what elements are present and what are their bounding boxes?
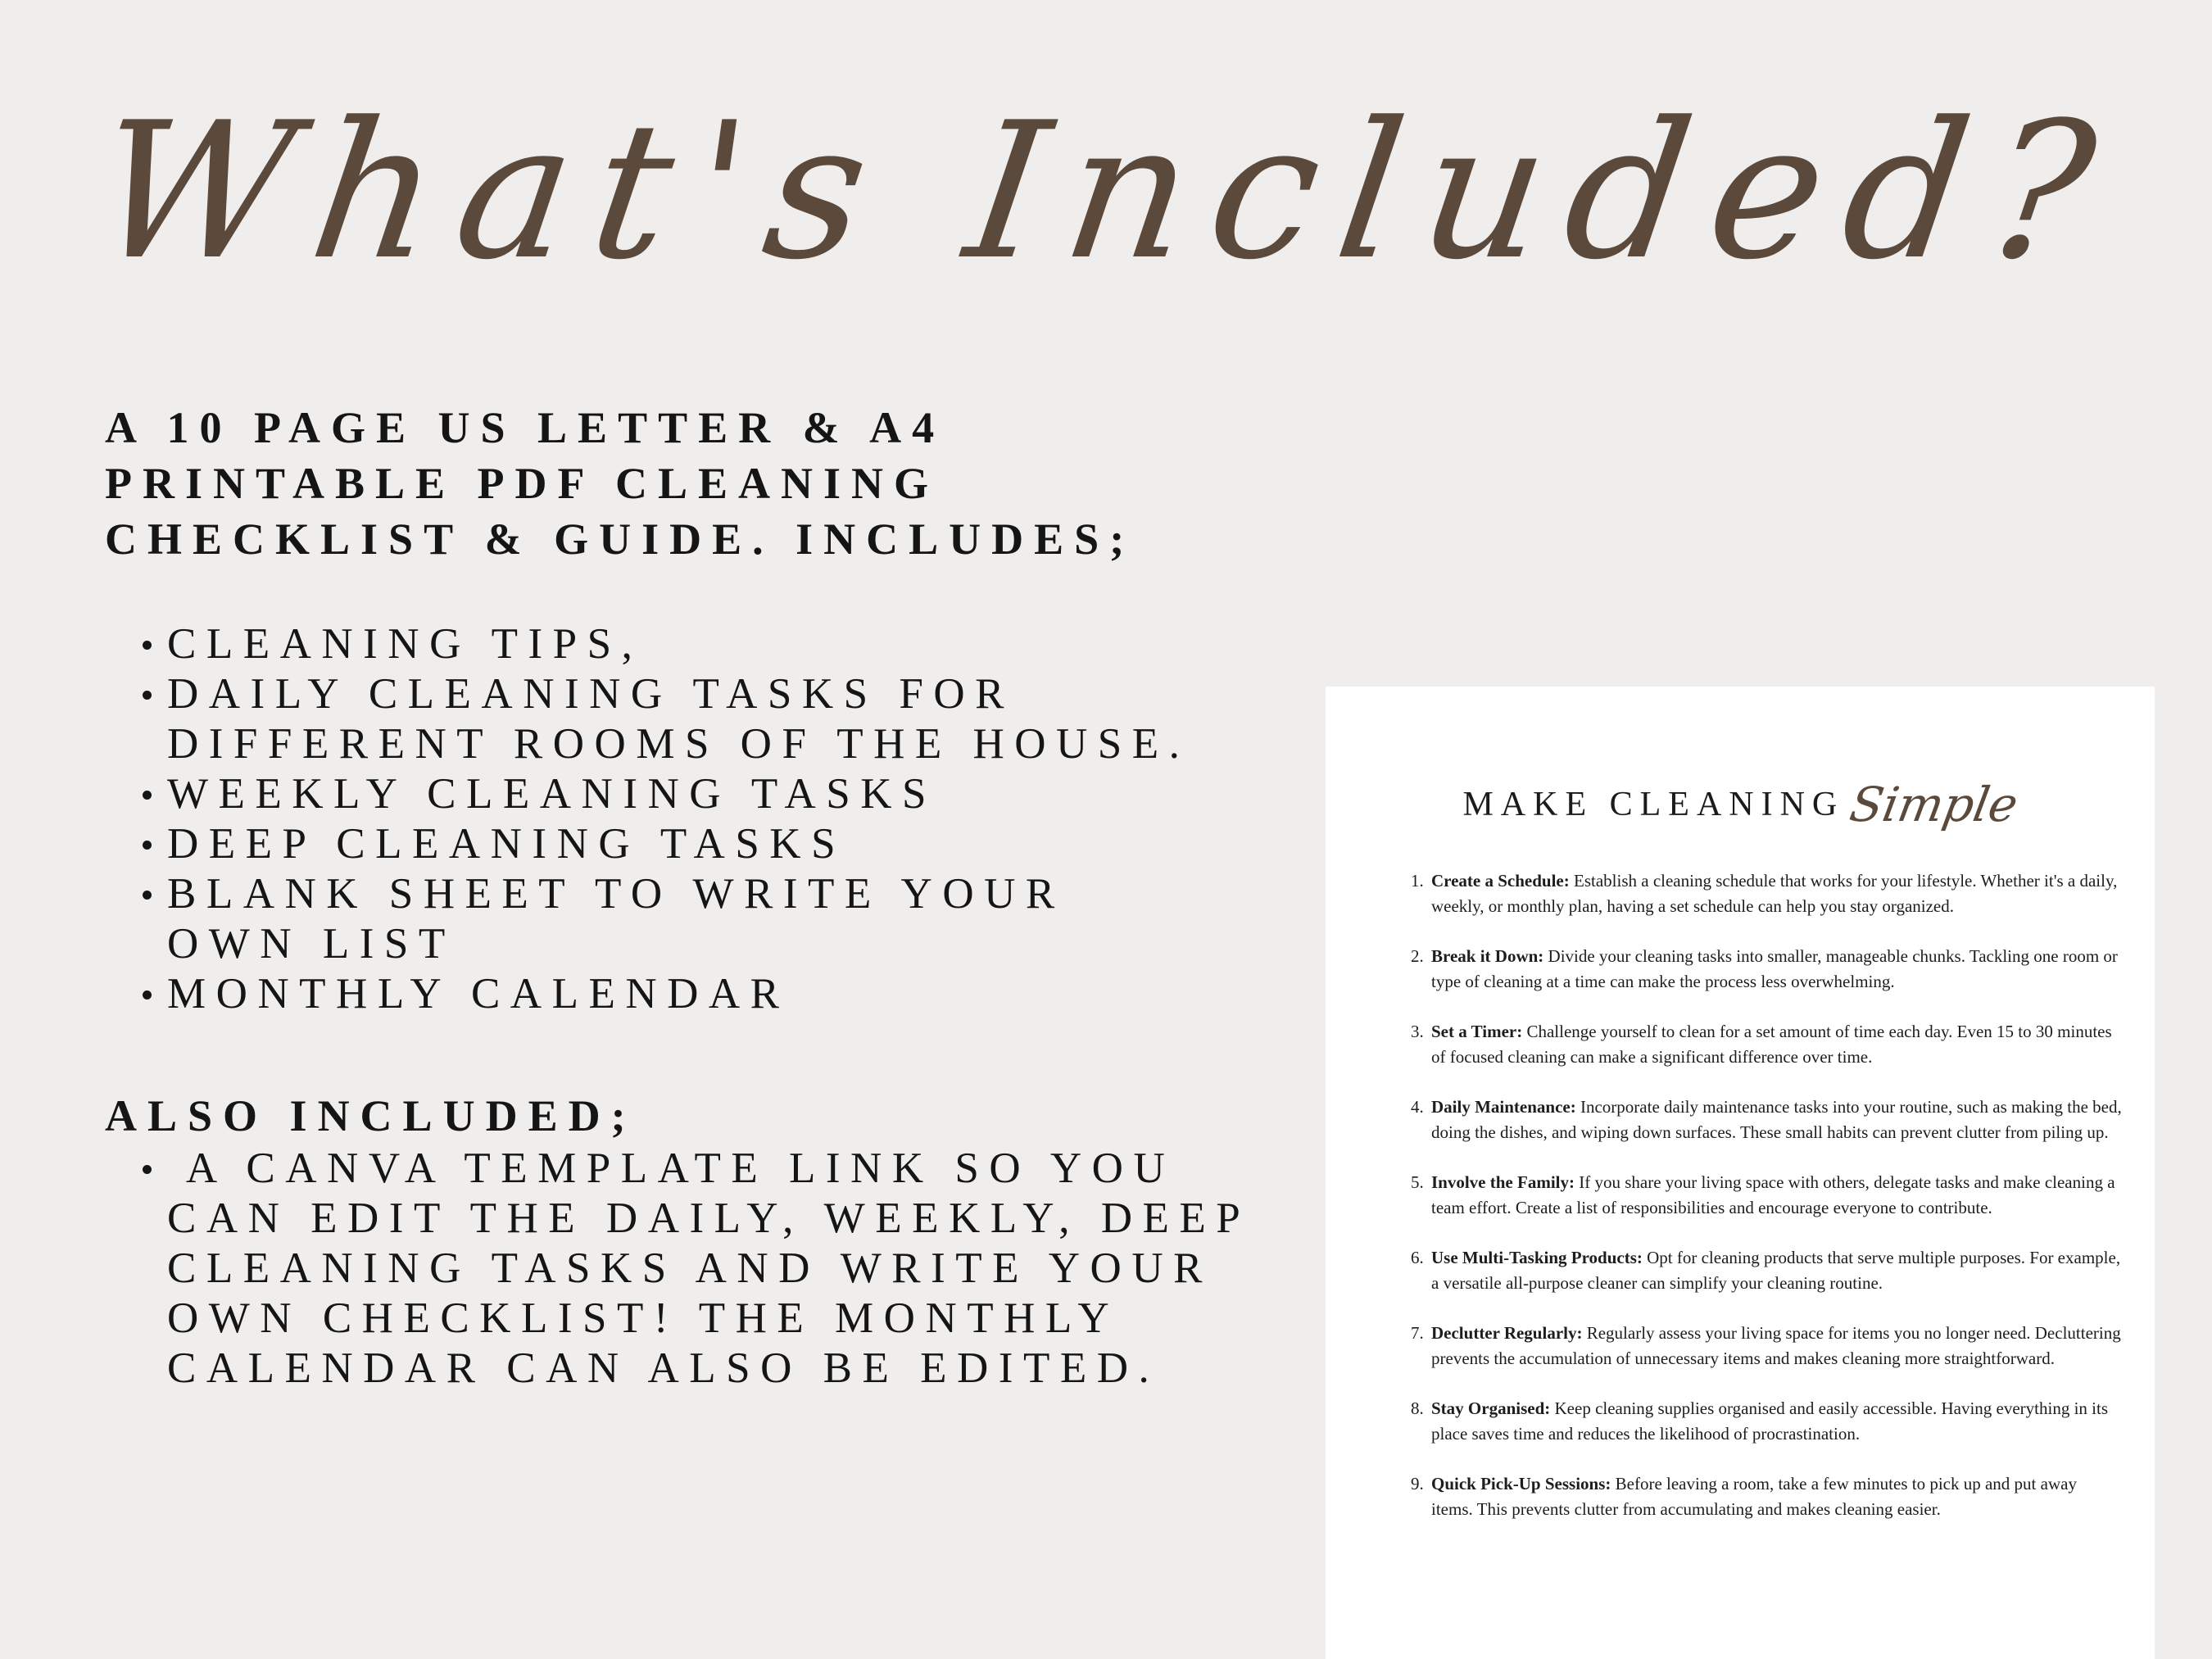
tip-title: Daily Maintenance:: [1431, 1097, 1576, 1117]
list-item-line: CLEANING TIPS,: [167, 620, 643, 668]
tip-title: Involve the Family:: [1431, 1172, 1575, 1192]
intro-line: PRINTABLE PDF CLEANING: [105, 459, 940, 508]
tip-title: Quick Pick-Up Sessions:: [1431, 1474, 1611, 1494]
list-item-line: DIFFERENT ROOMS OF THE HOUSE.: [167, 720, 1190, 768]
tip-item: [1326, 1396, 2155, 1447]
intro-heading: [105, 400, 1293, 567]
list-item-line: A CANVA TEMPLATE LINK SO YOU: [167, 1145, 1176, 1192]
list-item-line: BLANK SHEET TO WRITE YOUR: [167, 870, 1065, 918]
list-item: [123, 619, 1311, 669]
tip-item: [1326, 1170, 2155, 1221]
tip-item: [1326, 868, 2155, 919]
tip-body: Establish a cleaning schedule that works for your lifestyle. Whether it's a daily, weekly, or monthly plan, having a set schedule can help you stay organized.: [1431, 871, 2118, 916]
tip-title: Break it Down:: [1431, 946, 1544, 966]
list-item-line: CLEANING TASKS AND WRITE YOUR: [167, 1244, 1213, 1292]
tips-list: [1326, 868, 2155, 1547]
intro-line: CHECKLIST & GUIDE. INCLUDES;: [105, 514, 1135, 564]
tip-body: If you share your living space with others, delegate tasks and make cleaning a team effort. Create a list of responsibilities and encourage everyone to contribute.: [1431, 1172, 2115, 1217]
intro-line: A 10 PAGE US LETTER & A4: [105, 403, 945, 452]
tip-body: Incorporate daily maintenance tasks into your routine, such as making the bed, doing the dishes, and wiping down surfaces. These small habits can prevent clutter from piling up.: [1431, 1097, 2122, 1142]
tip-title: Declutter Regularly:: [1431, 1323, 1583, 1343]
list-item: [123, 969, 1311, 1019]
list-item: [123, 819, 1311, 869]
tip-title: Set a Timer:: [1431, 1022, 1523, 1041]
tip-number: 8.: [1411, 1398, 1424, 1418]
tip-body: Opt for cleaning products that serve multiple purposes. For example, a versatile all-purpose cleaner can simplify your cleaning routine.: [1431, 1248, 2121, 1293]
tip-number: 2.: [1411, 946, 1424, 966]
tip-body: Divide your cleaning tasks into smaller, manageable chunks. Tackling one room or type of cleaning at a time can make the process less overwhelming.: [1431, 946, 2118, 991]
tip-number: 9.: [1411, 1474, 1424, 1494]
list-item: [123, 769, 1311, 819]
list-item-line: OWN CHECKLIST! THE MONTHLY: [167, 1294, 1120, 1342]
tip-item: [1326, 1321, 2155, 1371]
also-included-heading: ALSO INCLUDED;: [105, 1091, 637, 1140]
tip-body: Challenge yourself to clean for a set amount of time each day. Even 15 to 30 minutes of focused cleaning can make a significant difference over time.: [1431, 1022, 2112, 1067]
list-item: [123, 869, 1311, 969]
tip-number: 1.: [1411, 871, 1424, 891]
tip-number: 7.: [1411, 1323, 1424, 1343]
tip-title: Use Multi-Tasking Products:: [1431, 1248, 1643, 1267]
tip-item: [1326, 944, 2155, 995]
tip-item: [1326, 1471, 2155, 1522]
tip-number: 3.: [1411, 1022, 1424, 1041]
preview-heading-caps: MAKE CLEANING: [1462, 786, 1845, 823]
list-item-line: WEEKLY CLEANING TASKS: [167, 770, 936, 818]
list-item-line: DEEP CLEANING TASKS: [167, 820, 846, 868]
tip-number: 5.: [1411, 1172, 1424, 1192]
preview-heading-script: Simple: [1846, 777, 2023, 832]
tip-item: [1326, 1095, 2155, 1145]
preview-heading: [1326, 777, 2155, 832]
includes-list: [123, 619, 1311, 1019]
tip-title: Create a Schedule:: [1431, 871, 1570, 891]
tip-number: 6.: [1411, 1248, 1424, 1267]
list-item-line: CALENDAR CAN ALSO BE EDITED.: [167, 1344, 1160, 1392]
tip-item: [1326, 1019, 2155, 1070]
tip-number: 4.: [1411, 1097, 1424, 1117]
preview-page: [1326, 687, 2155, 1659]
tip-item: [1326, 1245, 2155, 1296]
list-item-line: MONTHLY CALENDAR: [167, 970, 790, 1018]
tip-title: Stay Organised:: [1431, 1398, 1551, 1418]
tip-body: Keep cleaning supplies organised and easily accessible. Having everything in its place saves time and reduces the likelihood of procrastination.: [1431, 1398, 2109, 1444]
list-item-line: DAILY CLEANING TASKS FOR: [167, 670, 1014, 718]
list-item: [123, 669, 1311, 769]
also-included-list: [123, 1144, 1311, 1394]
page-title: What's Included?: [83, 83, 2129, 301]
list-item-line: CAN EDIT THE DAILY, WEEKLY, DEEP: [167, 1194, 1251, 1242]
tip-body: Before leaving a room, take a few minutes to pick up and put away items. This prevents clutter from accumulating and makes cleaning easier.: [1431, 1474, 2077, 1519]
list-item: [123, 1144, 1311, 1394]
tip-body: Regularly assess your living space for items you no longer need. Decluttering prevents the accumulation of unnecessary items and makes cleaning more straightforward.: [1431, 1323, 2121, 1368]
list-item-line: OWN LIST: [167, 920, 456, 968]
